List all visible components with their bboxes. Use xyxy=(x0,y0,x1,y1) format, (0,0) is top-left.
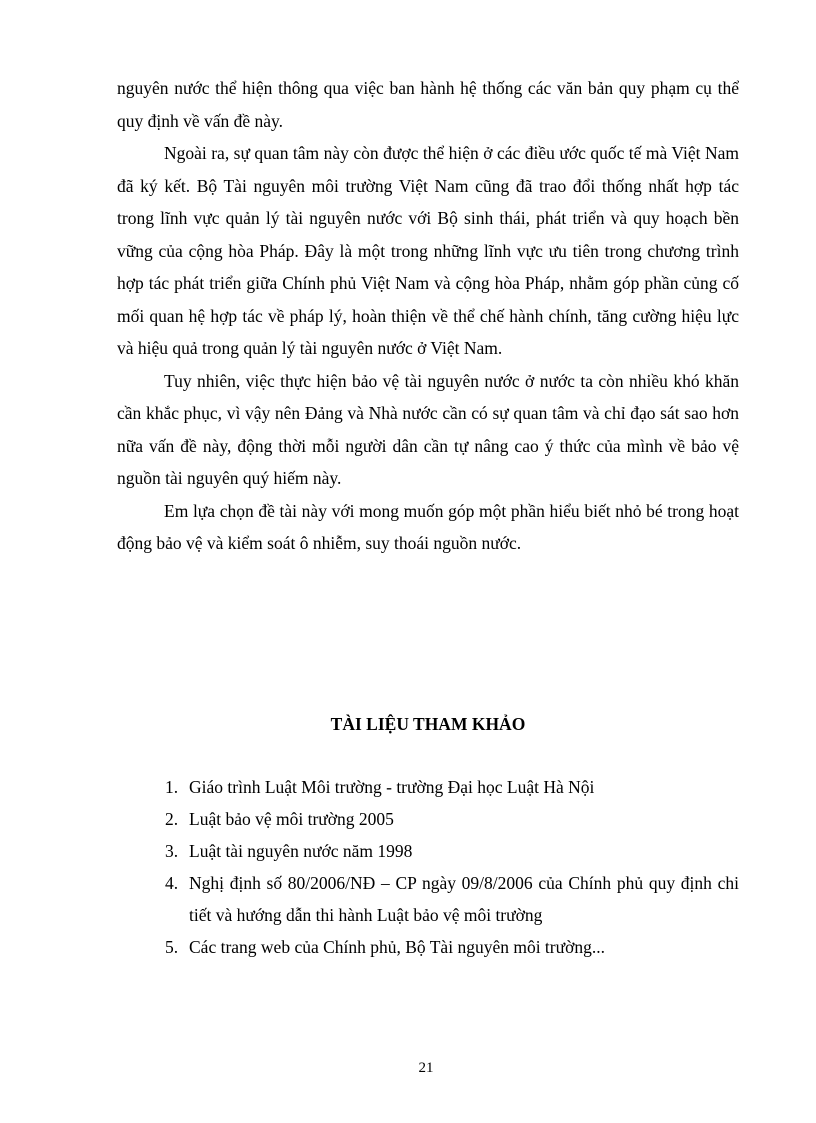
reference-item xyxy=(165,931,739,963)
paragraph-topic-choice: Em lựa chọn đề tài này với mong muốn góp một phần hiểu biết nhỏ bé trong hoạt động bảo vệ và kiểm soát ô nhiễm, suy thoái nguồn nước. xyxy=(117,500,739,553)
reference-number: 5. xyxy=(165,937,179,957)
reference-item xyxy=(165,771,739,803)
body-text xyxy=(117,72,739,560)
reference-number: 4. xyxy=(165,873,179,893)
references-list xyxy=(165,771,739,963)
references-heading: TÀI LIỆU THAM KHẢO xyxy=(330,714,526,734)
reference-text: Nghị định số 80/2006/NĐ – CP ngày 09/8/2006 của Chính phủ quy định chi tiết và hướng dẫn thi hành Luật bảo vệ môi trường xyxy=(189,873,739,925)
paragraph-difficulties: Tuy nhiên, việc thực hiện bảo vệ tài nguyên nước ở nước ta còn nhiều khó khăn cần khắc phục, vì vậy nên Đảng và Nhà nước cần có sự quan tâm và chỉ đạo sát sao hơn nữa vấn đề này, động thời mỗi người dân cần tự nâng cao ý thức của mình về bảo vệ nguồn tài nguyên quý hiếm này. xyxy=(117,370,739,488)
reference-item xyxy=(165,803,739,835)
reference-number: 3. xyxy=(165,841,179,861)
reference-text: Luật bảo vệ môi trường 2005 xyxy=(189,809,394,829)
paragraph-continued: nguyên nước thể hiện thông qua việc ban hành hệ thống các văn bản quy phạm cụ thể quy định về vấn đề này. xyxy=(117,78,739,131)
reference-number: 1. xyxy=(165,777,179,797)
reference-text: Giáo trình Luật Môi trường - trường Đại học Luật Hà Nội xyxy=(189,777,595,797)
reference-item xyxy=(165,835,739,867)
reference-item xyxy=(165,867,739,931)
paragraph-international-cooperation: Ngoài ra, sự quan tâm này còn được thể hiện ở các điều ước quốc tế mà Việt Nam đã ký kết. Bộ Tài nguyên môi trường Việt Nam cũng đã trao đổi thống nhất hợp tác trong lĩnh vực quản lý tài nguyên nước với Bộ sinh thái, phát triển và quy hoạch bền vững của cộng hòa Pháp. Đây là một trong những lĩnh vực ưu tiên trong chương trình hợp tác phát triển giữa Chính phủ Việt Nam và cộng hòa Pháp, nhằm góp phần củng cố mối quan hệ hợp tác về pháp lý, hoàn thiện về thể chế hành chính, tăng cường hiệu lực và hiệu quả trong quản lý tài nguyên nước ở Việt Nam. xyxy=(117,143,739,358)
reference-text: Các trang web của Chính phủ, Bộ Tài nguyên môi trường... xyxy=(189,937,605,957)
page-number: 21 xyxy=(418,1060,434,1076)
reference-number: 2. xyxy=(165,809,179,829)
reference-text: Luật tài nguyên nước năm 1998 xyxy=(189,841,413,861)
